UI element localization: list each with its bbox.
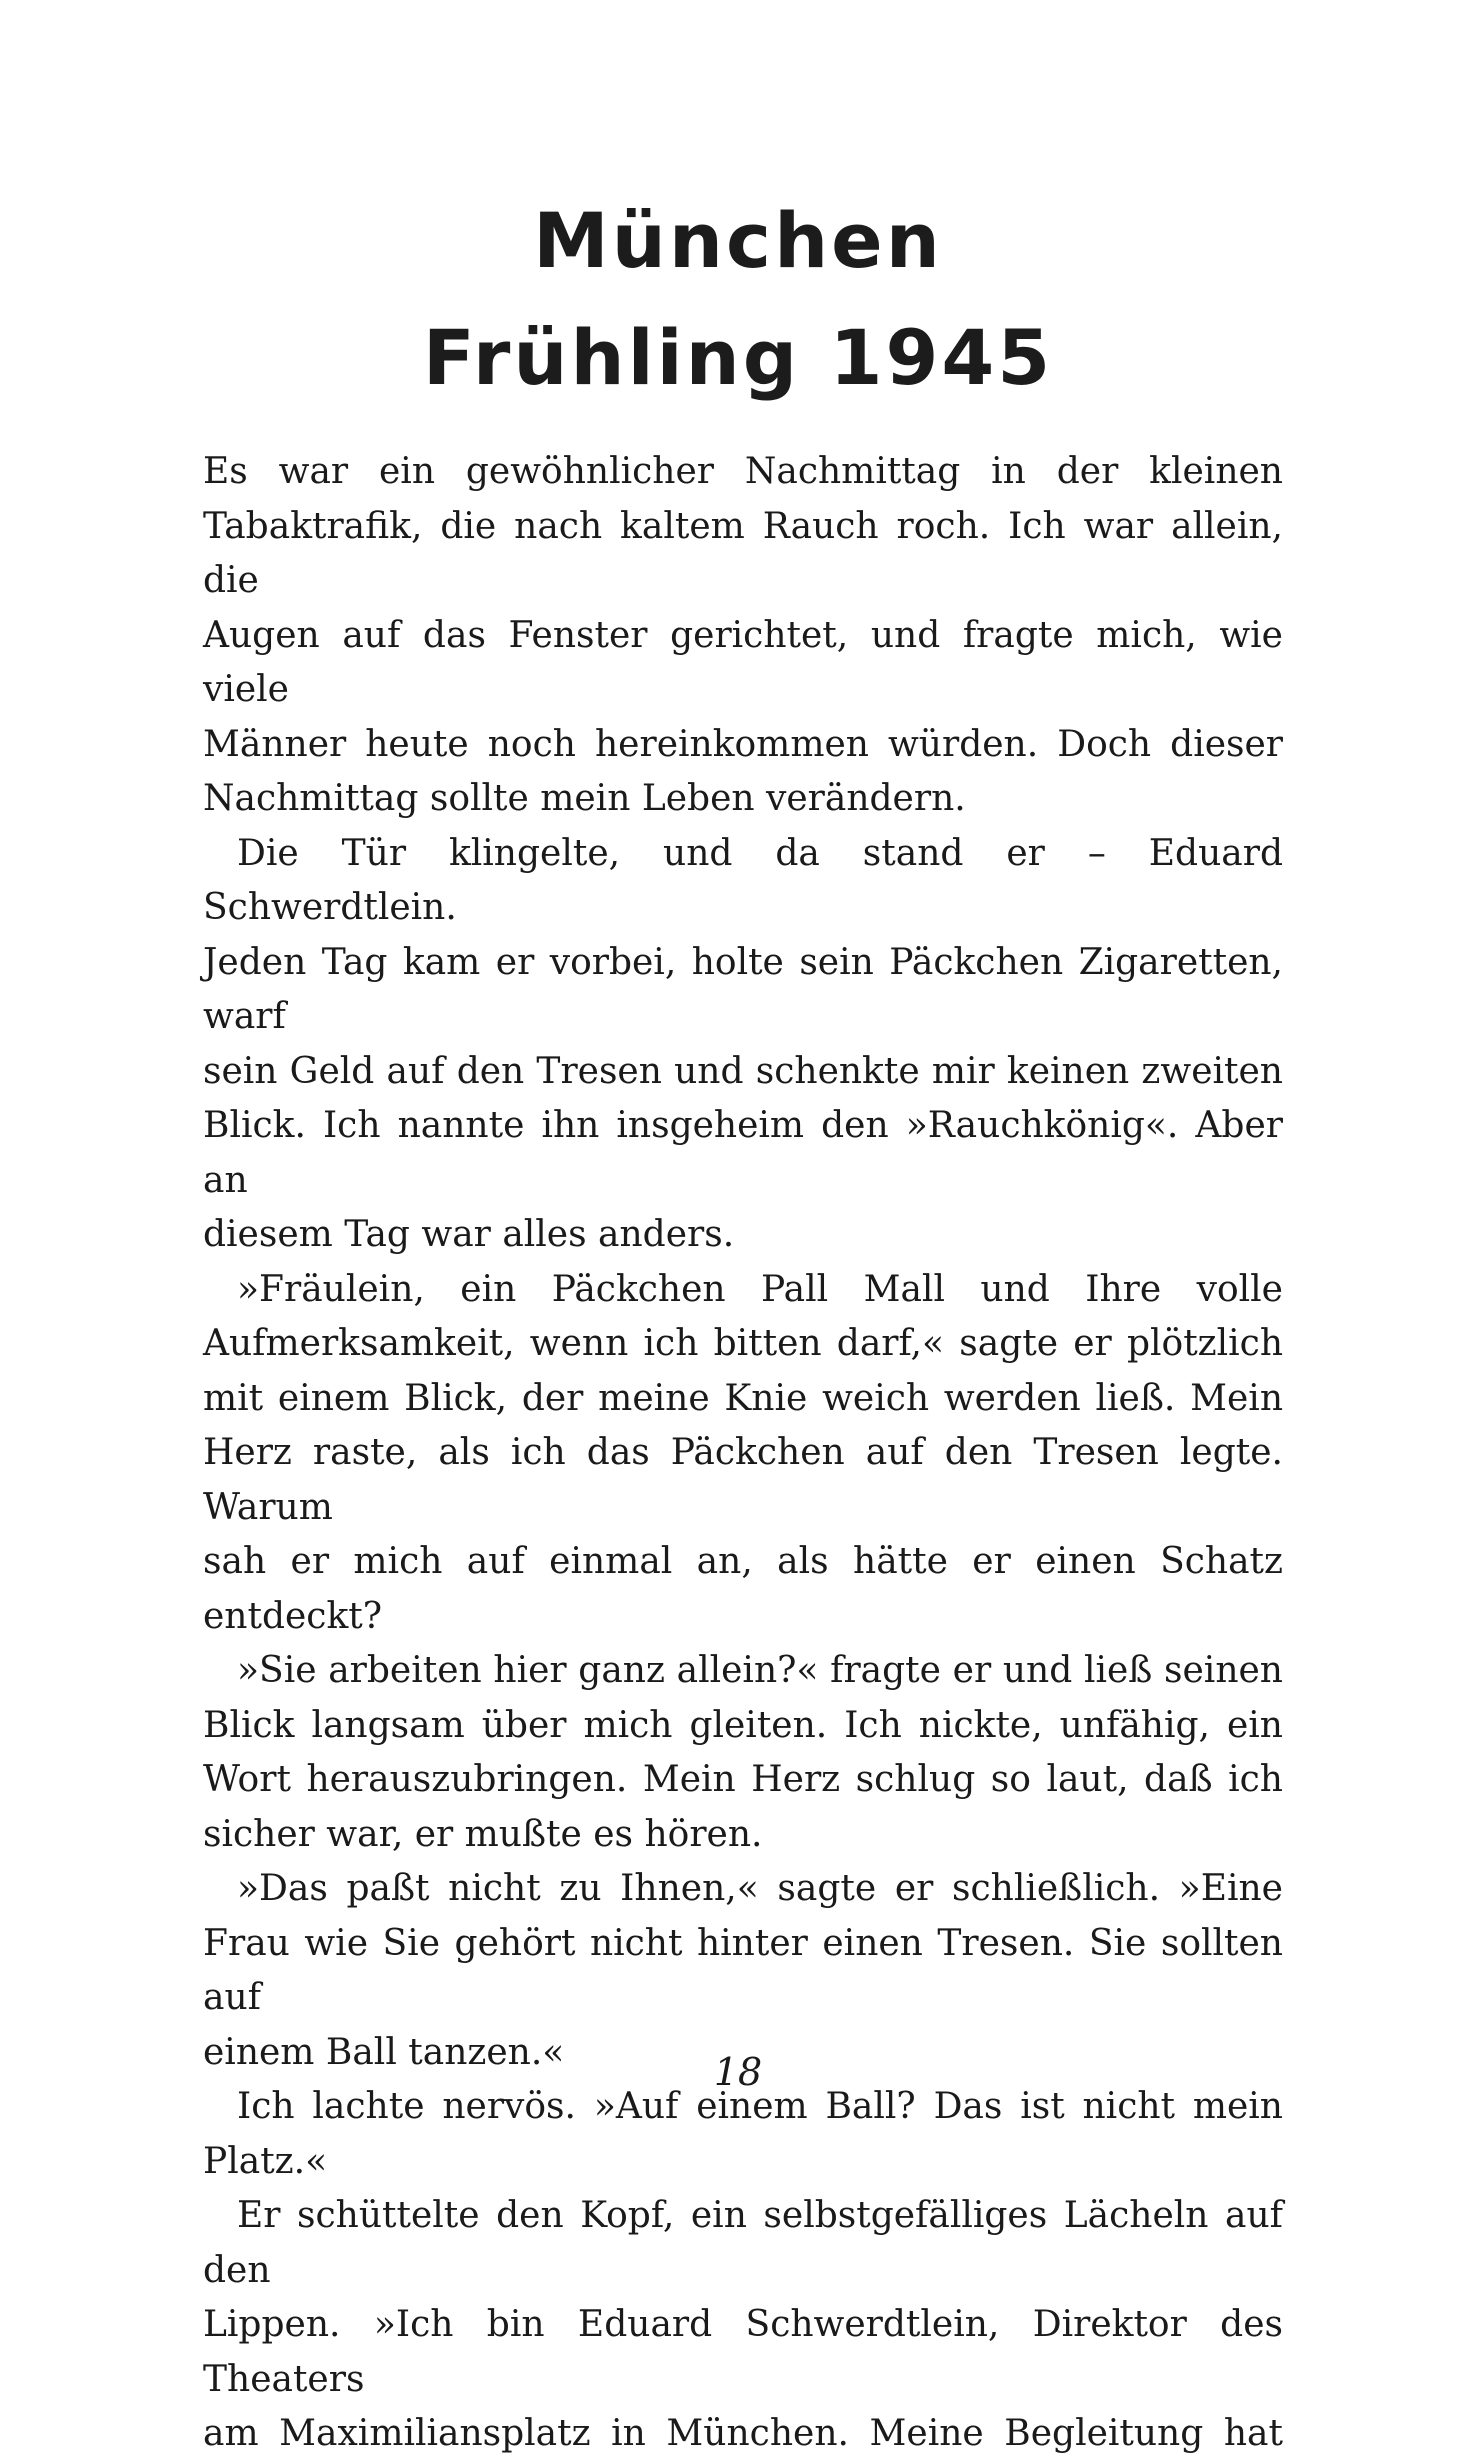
page-number: 18: [713, 2050, 763, 2094]
text-line: »Fräulein, ein Päckchen Pall Mall und Ihre volle: [237, 1268, 1283, 1310]
paragraph: [203, 445, 1283, 772]
text-line: Blick langsam über mich gleiten. Ich nickte, unfähig, ein: [203, 1704, 1283, 1746]
text-line: Wort herauszubringen. Mein Herz schlug so laut, daß ich: [203, 1759, 1283, 1800]
text-line: am Maximiliansplatz in München. Meine Begleitung hat: [203, 2413, 1283, 2454]
paragraph-last-line: [203, 2135, 1283, 2190]
text-line: »Das paßt nicht zu Ihnen,« sagte er schließlich. »Eine: [237, 1868, 1283, 1909]
text-line: einem Ball tanzen.«: [203, 2031, 565, 2073]
paragraph: [203, 1644, 1283, 1808]
text-line: Nachmittag sollte mein Leben verändern.: [203, 778, 966, 819]
body-text: [203, 445, 1283, 2462]
text-line: sein Geld auf den Tresen und schenkte mir keinen zweiten: [203, 1050, 1283, 1092]
paragraph-last-line: [203, 1535, 1283, 1644]
paragraph: [203, 1263, 1283, 1536]
text-line: Tabaktrafik, die nach kaltem Rauch roch. Ich war allein, die: [203, 505, 1283, 601]
paragraph: [203, 827, 1283, 1209]
text-line: Die Tür klingelte, und da stand er – Eduard Schwerdtlein.: [203, 832, 1283, 928]
text-line: diesem Tag war alles anders.: [203, 1214, 735, 1255]
paragraph-last-line: [203, 772, 1283, 827]
paragraph-last-line: [203, 2407, 1283, 2462]
text-line: Platz.«: [203, 2140, 328, 2182]
text-line: Ich lachte nervös. »Auf einem Ball? Das ist nicht mein: [237, 2086, 1283, 2127]
text-line: Männer heute noch hereinkommen würden. Doch dieser: [203, 723, 1283, 765]
paragraph-last-line: [203, 1808, 1283, 1863]
paragraph: [203, 1862, 1283, 2026]
paragraph: [203, 2189, 1283, 2407]
text-line: Augen auf das Fenster gerichtet, und fragte mich, wie viele: [203, 614, 1283, 710]
text-line: Blick. Ich nannte ihn insgeheim den »Rauchkönig«. Aber an: [203, 1105, 1283, 1201]
text-line: Frau wie Sie gehört nicht hinter einen Tresen. Sie sollten auf: [203, 1922, 1283, 2018]
chapter-title-date: Frühling 1945: [422, 313, 1054, 402]
text-line: Jeden Tag kam er vorbei, holte sein Päckchen Zigaretten, warf: [203, 941, 1283, 1037]
text-line: »Sie arbeiten hier ganz allein?« fragte er und ließ seinen: [237, 1650, 1283, 1691]
text-line: Aufmerksamkeit, wenn ich bitten darf,« sagte er plötzlich: [203, 1323, 1283, 1364]
text-line: Er schüttelte den Kopf, ein selbstgefälliges Lächeln auf den: [203, 2195, 1283, 2291]
chapter-title-place: München: [533, 196, 943, 285]
text-line: mit einem Blick, der meine Knie weich werden ließ. Mein: [203, 1377, 1283, 1419]
text-line: sah er mich auf einmal an, als hätte er einen Schatz entdeckt?: [203, 1541, 1283, 1637]
text-line: Herz raste, als ich das Päckchen auf den Tresen legte. Warum: [203, 1432, 1283, 1528]
text-line: Es war ein gewöhnlicher Nachmittag in der kleinen: [203, 451, 1283, 492]
text-line: sicher war, er mußte es hören.: [203, 1813, 763, 1855]
paragraph-last-line: [203, 1208, 1283, 1263]
text-line: Lippen. »Ich bin Eduard Schwerdtlein, Direktor des Theaters: [203, 2304, 1283, 2400]
